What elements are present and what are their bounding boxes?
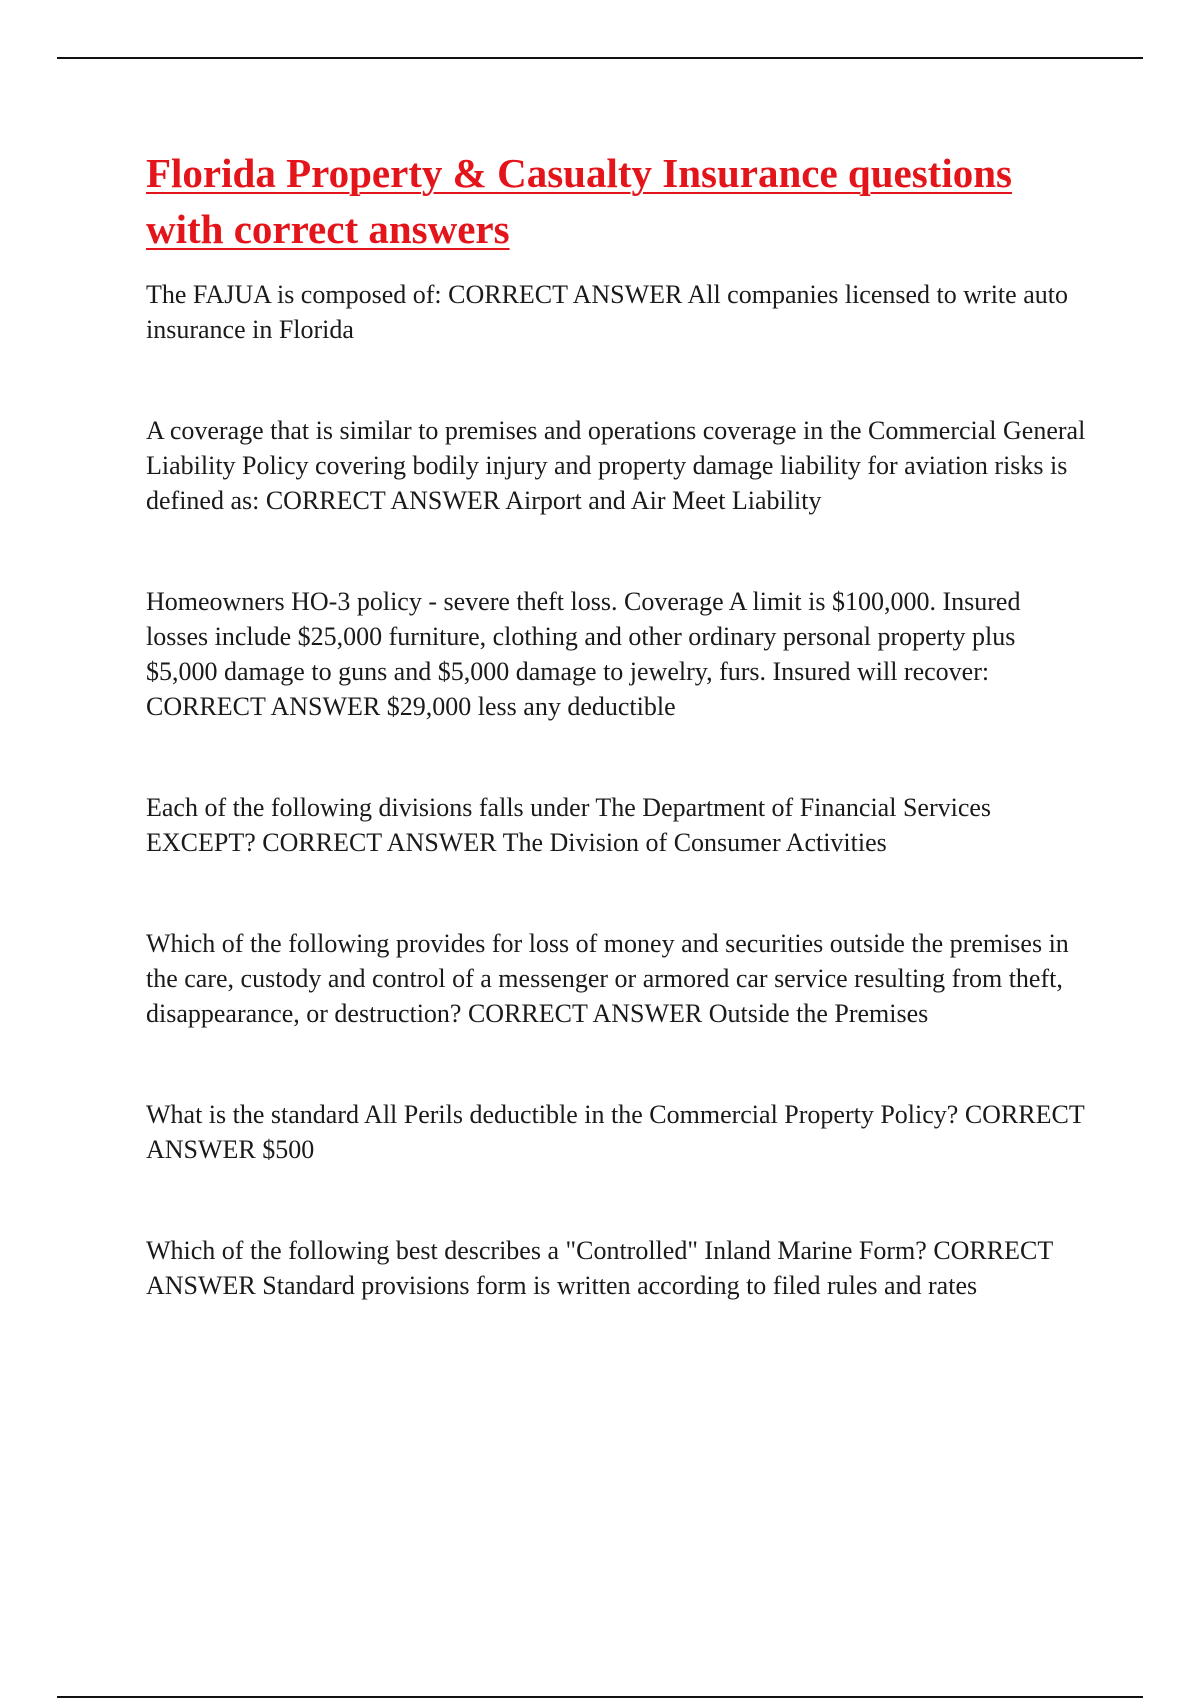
qa-item: A coverage that is similar to premises and operations coverage in the Commercial General Liability Policy covering bodily injury and property damage liability for aviation risks is defined as: CORRECT ANSWER Airport and Air Meet Liability xyxy=(146,416,1086,515)
document-body xyxy=(146,145,1086,1303)
qa-item: Which of the following provides for loss of money and securities outside the premises in the care, custody and control of a messenger or armored car service resulting from theft, disappearance, or destruction? CORRECT ANSWER Outside the Premises xyxy=(146,929,1069,1028)
qa-item: Each of the following divisions falls under The Department of Financial Services EXCEPT? CORRECT ANSWER The Division of Consumer Activities xyxy=(146,793,992,857)
qa-item: The FAJUA is composed of: CORRECT ANSWER All companies licensed to write auto insurance in Florida xyxy=(146,280,1068,344)
qa-item: What is the standard All Perils deductible in the Commercial Property Policy? CORRECT ANSWER $500 xyxy=(146,1100,1085,1164)
top-rule xyxy=(57,57,1143,59)
qa-list xyxy=(146,277,1086,1303)
document-title: Florida Property & Casualty Insurance questions with correct answers xyxy=(146,150,1012,252)
qa-item: Homeowners HO-3 policy - severe theft loss. Coverage A limit is $100,000. Insured losses include $25,000 furniture, clothing and other ordinary personal property plus $5,000 damage to guns and $5,000 damage to jewelry, furs. Insured will recover: CORRECT ANSWER $29,000 less any deductible xyxy=(146,587,1021,721)
bottom-rule xyxy=(57,1696,1143,1698)
qa-item: Which of the following best describes a "Controlled" Inland Marine Form? CORRECT ANSWER Standard provisions form is written according to filed rules and rates xyxy=(146,1236,1053,1300)
